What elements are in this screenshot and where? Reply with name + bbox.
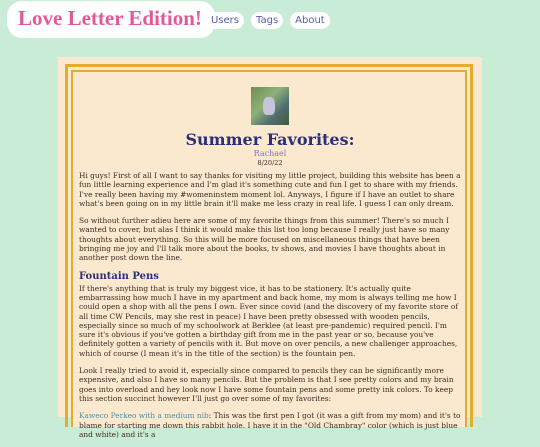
top-bar [0, 0, 540, 44]
nav-about[interactable]: About [290, 12, 330, 29]
site-title[interactable]: Love Letter Edition! [10, 4, 212, 35]
post-title: Summer Favorites: [185, 130, 355, 149]
pen-description: : This was the first pen I got (it was a gift from my mom) and it's to blame for starting me down this rabbit hole. I have it in the "Old Chambray" color (which is just blue and white) and it's a [79, 411, 461, 439]
section-heading: Fountain Pens [79, 270, 159, 282]
post-photo [251, 87, 289, 125]
post-paragraph: If there's anything that is truly my biggest vice, it has to be stationery. It's actually quite embarrassing how much I have in my apartment and back home, my mom is always telling me how I could open a shop with all the pens I own. Ever since covid (and the discovery of my favorite store of all time CW Pencils, may she rest in peace) I have been pretty obsessed with wooden pencils, especially since so much of my schoolwork at Berklee (at least pre-pandemic) required pencil. I'm sure it's obvious if you've gotten a birthday gift from me in the past year or so, because you've definitely gotten a variety of pencils with it. But move on over pencils, a new challenger approaches, which of course (I mean it's in the title of the section) is the fountain pen. [79, 283, 459, 358]
nav-users[interactable]: Users [206, 12, 244, 29]
post-paragraph: Look I really tried to avoid it, especially since compared to pencils they can be significantly more expensive, and also I have so many pencils. But the problem is that I see pretty colors and my brain goes into overload and hey look now I have some fountain pens and some pretty ink colors. To keep this section succinct however I'll just go over some of my favorites: [79, 366, 454, 403]
post-paragraph: So without further adieu here are some of my favorite things from this summer! There's so much I wanted to cover, but alas I think it would make this list too long because I really just have so many thoughts about everything. So this will be more focused on miscellaneous things that have been bringing me joy and I'll talk more about the books, tv shows, and movies I have thoughts about in another post down the line. [79, 216, 450, 263]
post-date: 8/20/22 [257, 159, 283, 167]
post-author[interactable]: Rachael [253, 149, 287, 158]
post-content [79, 87, 461, 447]
pen-link[interactable]: Kaweco Perkeo with a medium nib [79, 411, 209, 421]
nav-tags[interactable]: Tags [251, 12, 283, 29]
main-nav [206, 12, 330, 29]
post-paragraph: Hi guys! First of all I want to say thanks for visiting my little project, building this website has been a fun little learning experience and I'm glad it's something cute and fun I get to share with my friends. I've really been having my #womeninstem moment lol. Anyways, I figure if I have an outlet to share what's been going on in my little brain it'll make me less crazy in real life. I guess I can only dream. [79, 171, 461, 208]
post-card [58, 57, 482, 439]
post-paragraph-pen [79, 411, 461, 439]
